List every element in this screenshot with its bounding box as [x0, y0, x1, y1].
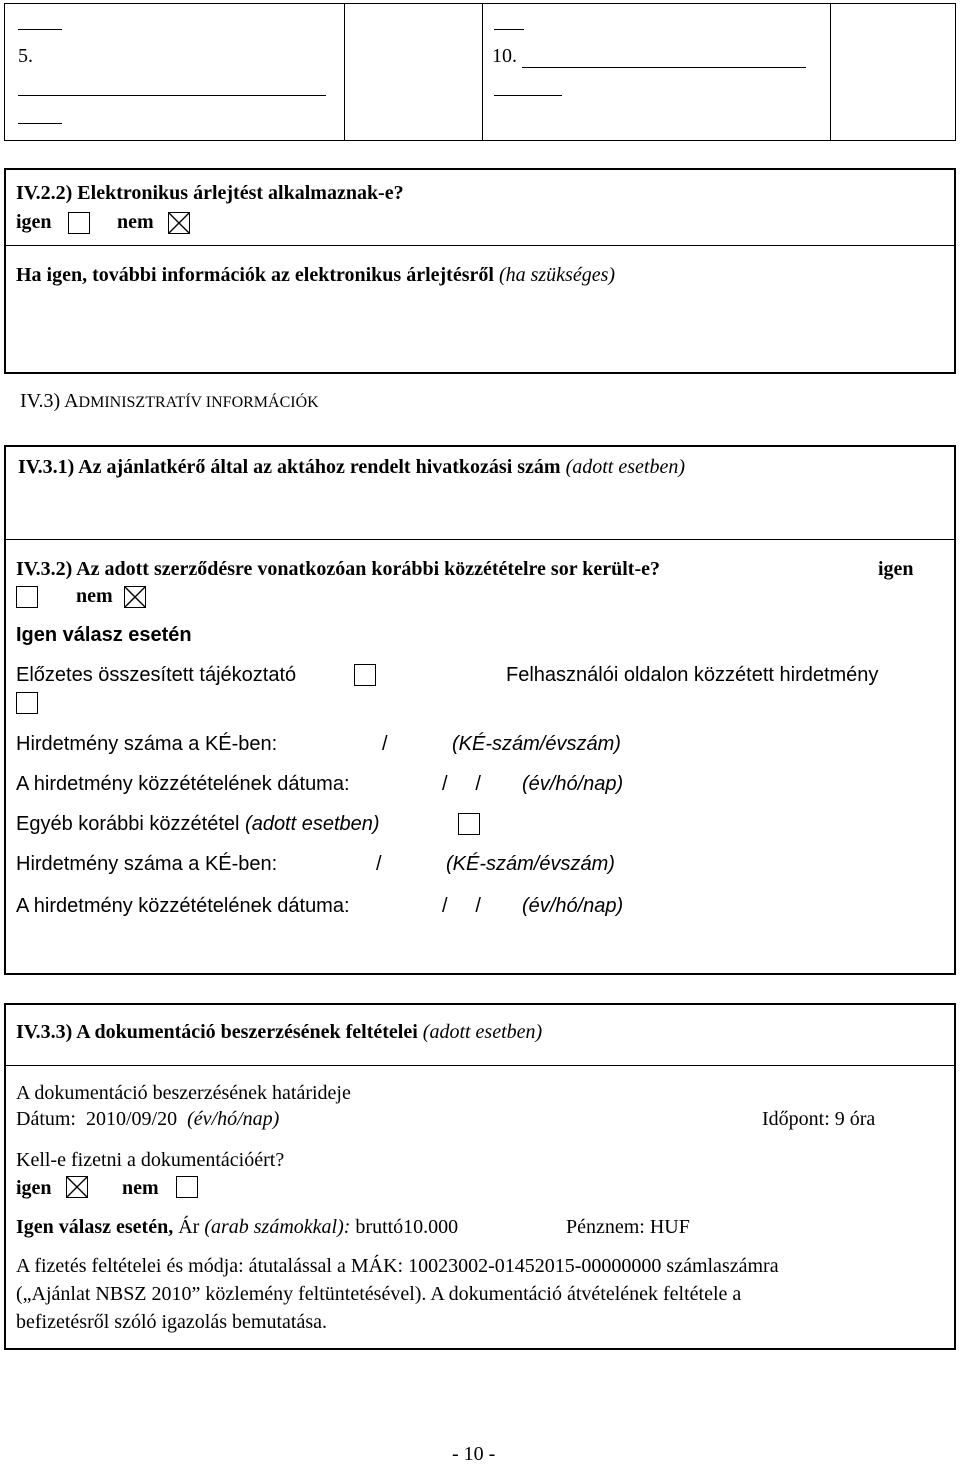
row-number-10: 10. — [492, 45, 517, 67]
deadline-label: A dokumentáció beszerzésének határideje — [16, 1082, 351, 1104]
price-label: Ár — [178, 1216, 200, 1238]
iv3-heading-prefix: IV.3) A — [20, 390, 79, 412]
page-number: - 10 - — [452, 1443, 496, 1465]
price-italic: (arab számokkal): — [204, 1216, 351, 1238]
notice-number-label-1: Hirdetmény száma a KÉ-ben: — [16, 733, 278, 755]
iv3-heading — [20, 390, 319, 413]
buyer-profile-checkbox[interactable] — [16, 692, 38, 714]
iv22-yes-checkbox[interactable] — [68, 212, 90, 234]
other-prior-label: Egyéb korábbi közzététel — [16, 813, 240, 835]
buyer-profile-label: Felhasználói oldalon közzétett hirdetmény — [506, 664, 879, 686]
date-label: Dátum: — [16, 1108, 76, 1130]
deadline-date-line — [16, 1108, 279, 1131]
checkbox-cross-icon — [67, 1177, 87, 1197]
prior-info-label: Előzetes összesített tájékoztató — [16, 664, 297, 686]
iv32-yes-label: igen — [878, 558, 914, 580]
row-number-5: 5. — [18, 45, 33, 67]
iv3-heading-smallcaps: DMINISZTRATÍV INFORMÁCIÓK — [78, 394, 319, 411]
payment-line-2: („Ajánlat NBSZ 2010” közlemény feltüntetésével). A dokumentáció átvételének feltétele a — [16, 1283, 742, 1305]
iv32-yes-checkbox[interactable] — [16, 586, 38, 608]
iv22-yes-label: igen — [16, 211, 52, 233]
publication-date-label-1: A hirdetmény közzétételének dátuma: — [16, 773, 350, 795]
iv33-heading-bold: IV.3.3) A dokumentáció beszerzésének feltételei — [16, 1021, 418, 1043]
date-format-2: (év/hó/nap) — [522, 895, 624, 917]
other-prior-checkbox[interactable] — [458, 813, 480, 835]
checkbox-cross-icon — [169, 213, 189, 233]
ke-format-1: (KÉ-szám/évszám) — [452, 733, 621, 755]
iv33-yes-label: igen — [16, 1177, 52, 1199]
iv22-info-line — [16, 264, 615, 287]
payment-line-3: befizetésről szóló igazolás bemutatása. — [16, 1311, 327, 1333]
time-label: Időpont: 9 óra — [762, 1108, 876, 1130]
other-prior-line — [16, 813, 380, 836]
iv22-no-checkbox[interactable] — [168, 212, 190, 234]
iv32-heading: IV.3.2) Az adott szerződésre vonatkozóan korábbi közzétételre sor került-e? — [16, 558, 660, 580]
iv31-heading-bold: IV.3.1) Az ajánlatkérő által az aktához rendelt hivatkozási szám — [18, 456, 561, 478]
publication-date-slashes-2: / / — [442, 895, 481, 917]
payment-line-1: A fizetés feltételei és módja: átutalással a MÁK: 10023002-01452015-00000000 számlaszámra — [16, 1255, 779, 1277]
iv33-no-label: nem — [122, 1177, 159, 1199]
notice-number-label-2: Hirdetmény száma a KÉ-ben: — [16, 853, 278, 875]
notice-number-slash-2: / — [376, 853, 382, 875]
if-yes-bold: Igen válasz esetén, — [16, 1216, 174, 1238]
ke-format-2: (KÉ-szám/évszám) — [446, 853, 615, 875]
iv33-no-checkbox[interactable] — [176, 1176, 198, 1198]
publication-date-slashes-1: / / — [442, 773, 481, 795]
iv22-heading: IV.2.2) Elektronikus árlejtést alkalmaznak-e? — [16, 182, 404, 204]
iv31-heading — [18, 456, 685, 479]
prior-info-checkbox[interactable] — [354, 664, 376, 686]
iv33-heading-italic: (adott esetben) — [422, 1021, 543, 1043]
currency: Pénznem: HUF — [566, 1216, 690, 1238]
iv32-no-label: nem — [76, 585, 113, 607]
price-line — [16, 1216, 458, 1239]
iv32-if-yes: Igen válasz esetén — [16, 624, 192, 646]
iv22-no-label: nem — [117, 211, 154, 233]
publication-date-label-2: A hirdetmény közzétételének dátuma: — [16, 895, 350, 917]
date-value: 2010/09/20 — [86, 1108, 178, 1130]
iv32-no-checkbox[interactable] — [124, 586, 146, 608]
iv33-heading — [16, 1021, 542, 1044]
notice-number-slash-1: / — [382, 733, 388, 755]
iv22-info-bold: Ha igen, további információk az elektronikus árlejtésről — [16, 264, 494, 286]
date-format: (év/hó/nap) — [187, 1108, 280, 1130]
price-value: bruttó10.000 — [355, 1216, 459, 1238]
fee-question: Kell-e fizetni a dokumentációért? — [16, 1149, 285, 1171]
date-format-1: (év/hó/nap) — [522, 773, 624, 795]
other-prior-italic: (adott esetben) — [245, 813, 380, 835]
iv31-heading-italic: (adott esetben) — [565, 456, 685, 478]
checkbox-cross-icon — [125, 587, 145, 607]
iv22-info-italic: (ha szükséges) — [498, 264, 616, 286]
iv33-yes-checkbox[interactable] — [66, 1176, 88, 1198]
